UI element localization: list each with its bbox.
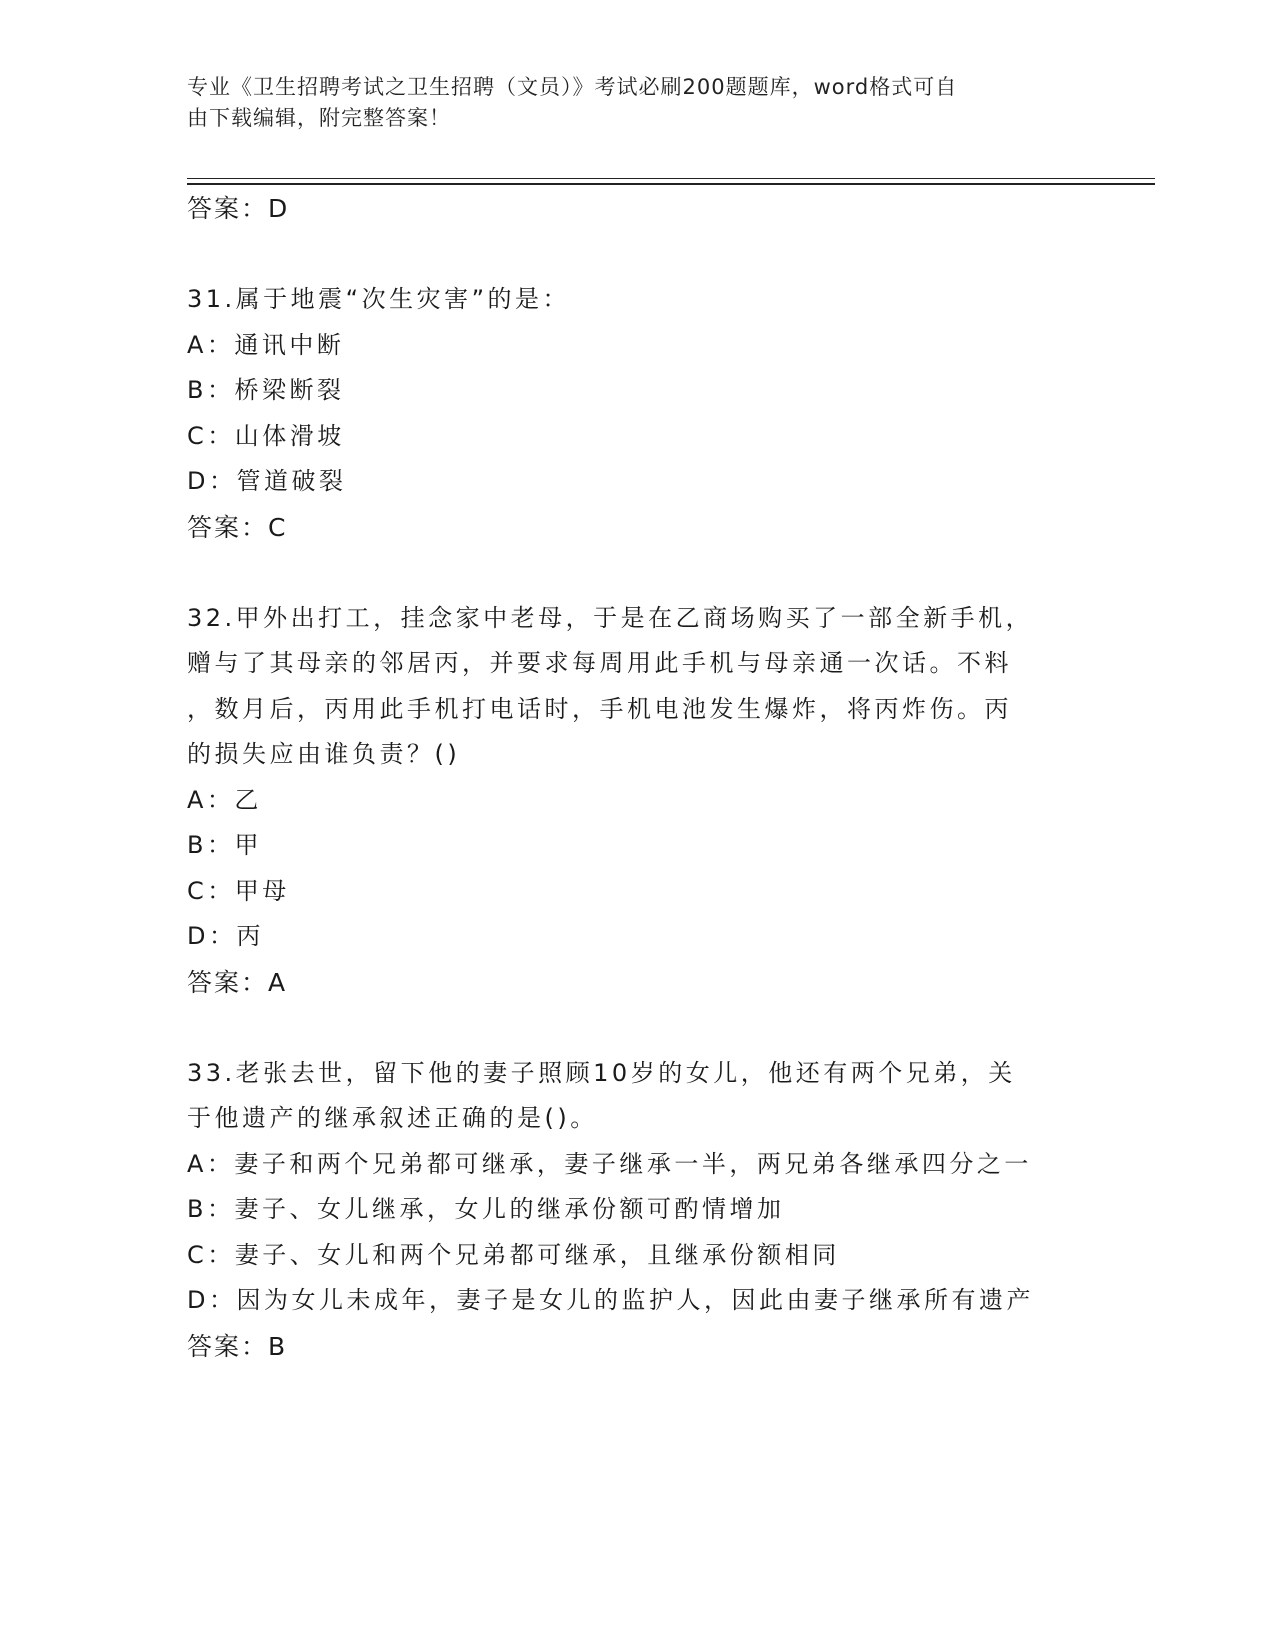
question-stem: 32.甲外出打工，挂念家中老母，于是在乙商场购买了一部全新手机， — [187, 603, 1034, 632]
spacer — [187, 1005, 1087, 1051]
header-line-2: 由下载编辑，附完整答案！ — [187, 106, 451, 130]
answer-line: 答案：C — [187, 512, 288, 542]
header-divider-thin — [187, 178, 1155, 179]
question-stem: 的损失应由谁负责？() — [187, 740, 461, 768]
spacer — [187, 232, 1087, 278]
option-a: A：通讯中断 — [187, 330, 345, 359]
header-divider-thick — [187, 183, 1155, 185]
question-list — [187, 186, 1087, 1369]
option-b: B：桥梁断裂 — [187, 376, 345, 404]
option-d: D：管道破裂 — [187, 467, 347, 495]
answer-line: 答案：A — [187, 967, 288, 997]
option-c: C：妻子、女儿和两个兄弟都可继承，且继承份额相同 — [187, 1240, 840, 1269]
answer-line: 答案：B — [187, 1331, 288, 1361]
option-a: A：妻子和两个兄弟都可继承，妻子继承一半，两兄弟各继承四分之一 — [187, 1149, 1032, 1178]
option-b: B：甲 — [187, 831, 262, 859]
document-header — [187, 72, 1067, 134]
question-block — [187, 596, 1087, 1006]
option-d: D：因为女儿未成年，妻子是女儿的监护人，因此由妻子继承所有遗产 — [187, 1286, 1034, 1314]
question-stem: 赠与了其母亲的邻居丙，并要求每周用此手机与母亲通一次话。不料 — [187, 649, 1012, 677]
option-c: C：甲母 — [187, 876, 290, 905]
question-block — [187, 1051, 1087, 1370]
option-a: A：乙 — [187, 785, 262, 814]
question-stem: ，数月后，丙用此手机打电话时，手机电池发生爆炸，将丙炸伤。丙 — [187, 694, 1012, 723]
option-c: C：山体滑坡 — [187, 421, 345, 450]
question-stem: 33.老张去世，留下他的妻子照顾10岁的女儿，他还有两个兄弟，关 — [187, 1058, 1016, 1087]
option-b: B：妻子、女儿继承，女儿的继承份额可酌情增加 — [187, 1195, 785, 1223]
option-d: D：丙 — [187, 922, 264, 950]
answer-line: 答案：D — [187, 194, 290, 223]
spacer — [187, 550, 1087, 596]
header-line-1: 专业《卫生招聘考试之卫生招聘（文员）》考试必刷200题题库，word格式可自 — [187, 75, 958, 99]
question-stem: 31.属于地震“次生灾害”的是： — [187, 285, 571, 313]
question-block — [187, 277, 1087, 550]
question-stem: 于他遗产的继承叙述正确的是()。 — [187, 1104, 598, 1132]
